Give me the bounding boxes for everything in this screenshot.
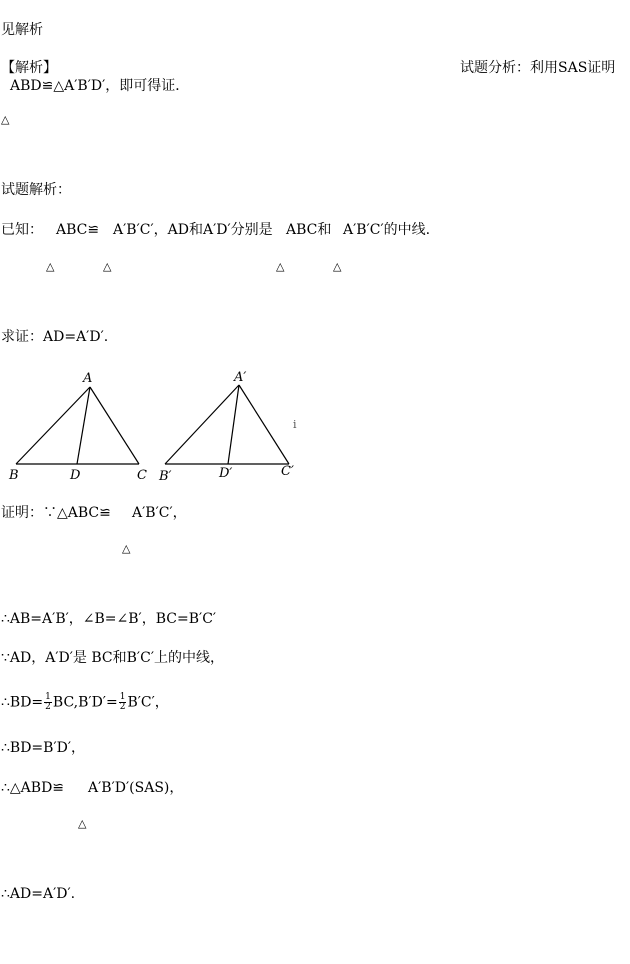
triangle-mark: △ (1, 113, 10, 126)
fraction-half-1: $\frac{1}{2}$ (45, 692, 51, 712)
triangles-figure (0, 368, 630, 488)
proof-line1-tail: A′B′C′， (132, 505, 187, 521)
triangle-abc (16, 387, 139, 464)
proof-line1-mark: △ (122, 542, 131, 555)
label-c-prime: C′ (281, 464, 294, 479)
triangle-a2b2c2 (165, 385, 289, 464)
side-ac (90, 387, 139, 464)
proof-line1: 证明：∵△ABC≌ (1, 505, 111, 521)
label-d-prime: D′ (219, 466, 233, 481)
label-c: C (137, 468, 147, 483)
proof-line7: ∴AD=A′D′. (1, 886, 76, 902)
given-mark-2: △ (103, 260, 112, 273)
proof-line4-tail: B′C′， (127, 694, 169, 711)
proof-line6-mark: △ (78, 817, 87, 830)
proof-line5: ∴BD=B′D′， (1, 740, 86, 756)
stray-mark: i (293, 418, 297, 431)
label-b-prime: B′ (159, 469, 172, 484)
proof-line4-mid: BC,B′D′= (52, 694, 118, 711)
label-b: B (9, 468, 19, 483)
label-a: A (83, 371, 93, 386)
proof-line6: ∴△ABD≌ (1, 780, 65, 796)
given-prefix: 已知： (1, 222, 43, 238)
analysis-summary-line2: ABD≌△A′B′D′，即可得证． (10, 78, 190, 94)
median-a2d2 (228, 385, 239, 464)
analysis-summary-right: 试题分析：利用SAS证明 (460, 60, 616, 76)
proof-line6-tail: A′B′D′(SAS)， (88, 780, 184, 796)
proof-line4-prefix: ∴BD= (1, 694, 44, 711)
side-a2b2 (165, 385, 239, 464)
proof-line3: ∵AD，A′D′是 BC和B′C′上的中线， (1, 650, 225, 666)
fraction-half-2: $\frac{1}{2}$ (119, 692, 126, 712)
given-mark-4: △ (333, 260, 342, 273)
label-a-prime: A′ (234, 370, 247, 385)
side-a2c2 (239, 385, 289, 464)
proof-line2: ∴AB=A′B′，∠B=∠B′，BC=B′C′ (1, 611, 217, 627)
label-d: D (70, 468, 81, 483)
prove-statement: 求证：AD=A′D′. (1, 329, 109, 345)
given-mark-3: △ (276, 260, 285, 273)
solution-heading: 试题解析： (1, 182, 71, 198)
given-tail: A′B′C′的中线. (343, 222, 431, 238)
proof-line4 (1, 693, 169, 712)
given-abc2: ABC和 (286, 222, 332, 238)
given-rest: A′B′C′，AD和A′D′分别是 (113, 222, 273, 238)
answer-hint: 见解析 (1, 22, 43, 38)
given-mark-1: △ (46, 260, 55, 273)
analysis-heading: 【解析】 (1, 60, 57, 76)
given-abc: ABC≌ (56, 222, 100, 238)
